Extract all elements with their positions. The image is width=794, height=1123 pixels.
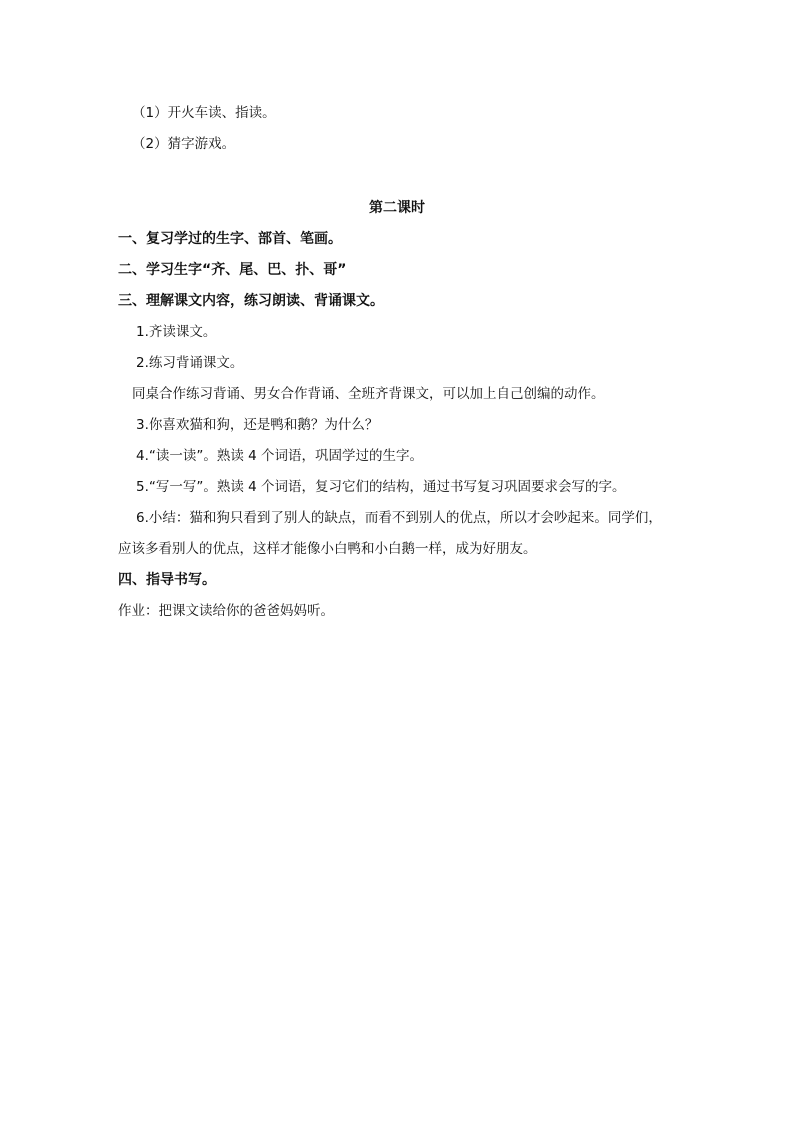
step-6-line-2: 应该多看别人的优点，这样才能像小白鸭和小白鹅一样，成为好朋友。: [118, 541, 537, 557]
step-1: 1.齐读课文。: [136, 324, 217, 340]
homework-line: 作业：把课文读给你的爸爸妈妈听。: [118, 603, 334, 619]
step-5: 5.“写一写”。熟读 4 个词语，复习它们的结构，通过书写复习巩固要求会写的字。: [136, 479, 626, 495]
step-6-line-1: 6.小结：猫和狗只看到了别人的缺点，而看不到别人的优点，所以才会吵起来。同学们，: [136, 510, 662, 526]
lesson-title: 第二课时: [369, 200, 425, 216]
step-2: 2.练习背诵课文。: [136, 355, 244, 371]
section-heading-4: 四、指导书写。: [118, 572, 216, 588]
section-heading-3: 三、理解课文内容，练习朗读、背诵课文。: [118, 293, 384, 309]
activity-item-2: （2）猜字游戏。: [132, 136, 236, 152]
section-heading-2: 二、学习生字“齐、尾、巴、扑、哥”: [118, 262, 347, 278]
step-4: 4.“读一读”。熟读 4 个词语，巩固学过的生字。: [136, 448, 424, 464]
step-3: 3.你喜欢猫和狗，还是鸭和鹅？为什么？: [136, 417, 379, 433]
section-heading-1: 一、复习学过的生字、部首、笔画。: [118, 231, 342, 247]
activity-item-1: （1）开火车读、指读。: [132, 105, 276, 121]
step-2-detail: 同桌合作练习背诵、男女合作背诵、全班齐背课文，可以加上自己创编的动作。: [132, 386, 605, 402]
